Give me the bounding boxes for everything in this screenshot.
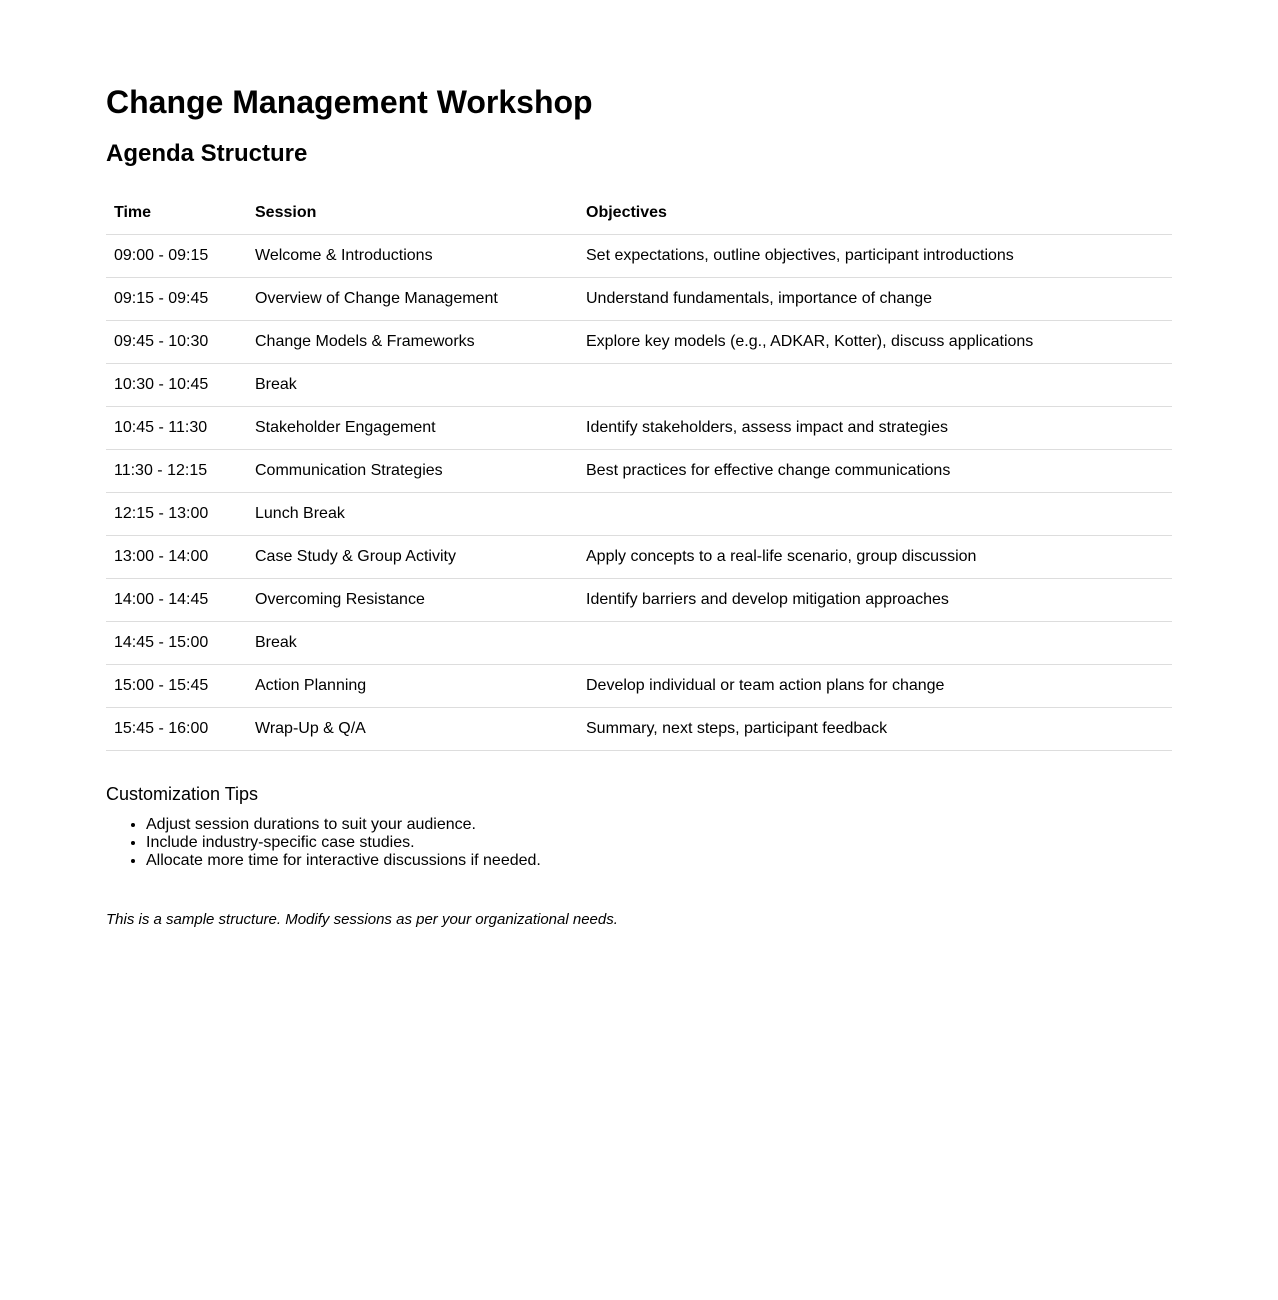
list-item: • Adjust session durations to suit your audience. [146, 816, 1172, 834]
cell-objectives [578, 493, 1172, 536]
cell-session: Break [247, 622, 578, 665]
cell-session: Overview of Change Management [247, 278, 578, 321]
cell-time: 09:45 - 10:30 [106, 321, 247, 364]
cell-session: Action Planning [247, 665, 578, 708]
cell-time: 13:00 - 14:00 [106, 536, 247, 579]
cell-objectives: Apply concepts to a real-life scenario, group discussion [578, 536, 1172, 579]
cell-objectives: Identify stakeholders, assess impact and strategies [578, 407, 1172, 450]
table-row [106, 278, 1172, 321]
cell-objectives [578, 622, 1172, 665]
cell-time: 09:00 - 09:15 [106, 235, 247, 278]
cell-session: Wrap-Up & Q/A [247, 708, 578, 751]
header-session: Session [247, 192, 578, 235]
page-title: Change Management Workshop [106, 84, 593, 120]
cell-objectives: Summary, next steps, participant feedback [578, 708, 1172, 751]
list-item: • Include industry-specific case studies. [146, 834, 1172, 852]
table-row [106, 622, 1172, 665]
table-row [106, 665, 1172, 708]
document-page [106, 80, 1172, 930]
cell-time: 12:15 - 13:00 [106, 493, 247, 536]
table-row [106, 579, 1172, 622]
table-row [106, 321, 1172, 364]
cell-objectives: Explore key models (e.g., ADKAR, Kotter), discuss applications [578, 321, 1172, 364]
cell-objectives [578, 364, 1172, 407]
cell-time: 14:00 - 14:45 [106, 579, 247, 622]
agenda-table [106, 192, 1172, 751]
list-item: • Allocate more time for interactive discussions if needed. [146, 852, 1172, 870]
cell-objectives: Identify barriers and develop mitigation approaches [578, 579, 1172, 622]
cell-time: 10:45 - 11:30 [106, 407, 247, 450]
table-row [106, 235, 1172, 278]
cell-session: Case Study & Group Activity [247, 536, 578, 579]
tips-list [106, 816, 1172, 870]
table-row [106, 493, 1172, 536]
table-row [106, 407, 1172, 450]
page-subtitle: Agenda Structure [106, 140, 308, 167]
cell-session: Change Models & Frameworks [247, 321, 578, 364]
cell-objectives: Develop individual or team action plans for change [578, 665, 1172, 708]
cell-time: 15:45 - 16:00 [106, 708, 247, 751]
table-row [106, 450, 1172, 493]
cell-session: Stakeholder Engagement [247, 407, 578, 450]
cell-objectives: Best practices for effective change communications [578, 450, 1172, 493]
cell-objectives: Set expectations, outline objectives, participant introductions [578, 235, 1172, 278]
cell-session: Welcome & Introductions [247, 235, 578, 278]
table-row [106, 708, 1172, 751]
cell-session: Break [247, 364, 578, 407]
header-objectives: Objectives [578, 192, 1172, 235]
header-time: Time [106, 192, 247, 235]
cell-time: 14:45 - 15:00 [106, 622, 247, 665]
cell-objectives: Understand fundamentals, importance of change [578, 278, 1172, 321]
table-header-row [106, 192, 1172, 235]
cell-session: Overcoming Resistance [247, 579, 578, 622]
table-row [106, 364, 1172, 407]
cell-time: 10:30 - 10:45 [106, 364, 247, 407]
cell-time: 15:00 - 15:45 [106, 665, 247, 708]
tips-heading: Customization Tips [106, 784, 259, 804]
cell-session: Lunch Break [247, 493, 578, 536]
cell-time: 09:15 - 09:45 [106, 278, 247, 321]
cell-time: 11:30 - 12:15 [106, 450, 247, 493]
table-row [106, 536, 1172, 579]
footer-note: This is a sample structure. Modify sessions as per your organizational needs. [106, 911, 618, 928]
cell-session: Communication Strategies [247, 450, 578, 493]
